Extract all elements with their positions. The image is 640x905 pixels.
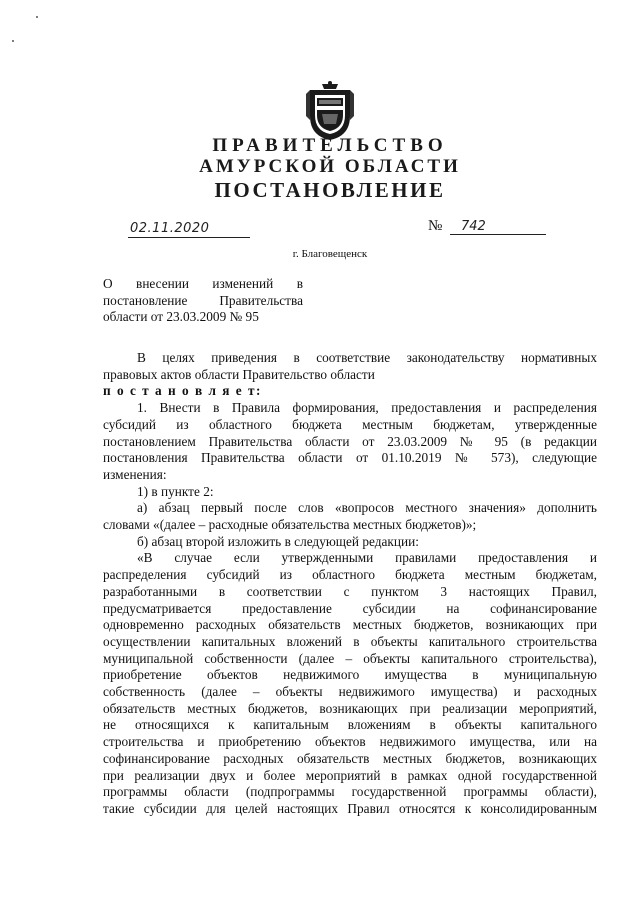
body-line: разработанными в соответствии с пунктом 3 настоящих Правил, <box>103 583 597 599</box>
body-line: программы области (подпрограммы государственной программы области), <box>103 784 597 800</box>
document-number: 742 <box>461 219 486 234</box>
body-line: софинансирование расходных обязательств местных бюджетов, возникающих <box>103 750 597 766</box>
region-title: АМУРСКОЙ ОБЛАСТИ <box>199 156 461 177</box>
body-line: 1. Внести в Правила формирования, предоставления и распределения <box>137 400 597 416</box>
body-line: собственность (далее – объекты недвижимого имущества) и расходных <box>103 684 597 700</box>
document-date: 02.11.2020 <box>130 221 210 236</box>
body-line: при реализации двух и более мероприятий в рамках одной государственной <box>103 767 597 783</box>
body-line: субсидий из областного бюджета местным бюджетам, утвержденные <box>103 416 597 432</box>
body-line: муниципальной собственности (далее – объекты капитального строительства), <box>103 650 597 666</box>
body-line: В целях приведения в соответствие законодательству нормативных <box>137 350 597 365</box>
body-line: такие субсидии для целей настоящих Правил относятся к консолидированным <box>103 800 597 816</box>
subject-line: О внесении изменений в <box>103 276 303 291</box>
date-underline <box>128 237 250 238</box>
body-line: предусматривается предоставление субсидии на софинансирование <box>103 600 597 616</box>
body-line: 1) в пункте 2: <box>137 483 214 499</box>
body-line: строительства и приобретению объектов недвижимого имущества, или на <box>103 734 597 750</box>
subject-line: области от 23.03.2009 № 95 <box>103 309 259 324</box>
body-line: словами «(далее – расходные обязательства местных бюджетов)»; <box>103 517 477 533</box>
body-line: распределения субсидий из областного бюджета местным бюджетам, <box>103 567 597 583</box>
body-line: б) абзац второй изложить в следующей редакции: <box>137 533 419 549</box>
resolves-keyword: п о с т а н о в л я е т: <box>103 383 262 399</box>
document-body <box>103 350 597 818</box>
body-line: обязательств местных бюджетов, возникающих при реализации мероприятий, <box>103 700 597 716</box>
number-underline <box>450 234 546 235</box>
scan-speck <box>12 40 14 42</box>
body-line: одновременно расходных обязательств местных бюджетов, возникающих при <box>103 617 597 633</box>
body-line: «В случае если утвержденными правилами предоставления и <box>137 550 597 566</box>
body-line: не относящихся к капитальным вложениям в объекты капитального <box>103 717 597 733</box>
city-label: г. Благовещенск <box>292 248 368 260</box>
body-line: правовых актов области Правительство области <box>103 366 375 382</box>
subject-line: постановление Правительства <box>103 292 303 308</box>
body-line: изменения: <box>103 466 167 482</box>
government-title: ПРАВИТЕЛЬСТВО <box>212 135 448 156</box>
body-line: осуществлении капитальных вложений в объекты капитального строительства <box>103 633 597 649</box>
scan-speck <box>36 16 38 18</box>
body-line: а) абзац первый после слов «вопросов местного значения» дополнить <box>137 500 597 516</box>
number-sign: № <box>428 218 443 234</box>
coat-of-arms-icon <box>300 80 360 142</box>
body-line: постановления Правительства области от 01.10.2019 № 573), следующие <box>103 450 597 466</box>
body-line: приобретение объектов недвижимого имущества в муниципальную <box>103 667 597 683</box>
document-subject <box>103 276 303 326</box>
body-line: постановлением Правительства области от 23.03.2009 № 95 (в редакции <box>103 433 597 449</box>
document-type: ПОСТАНОВЛЕНИЕ <box>214 178 446 202</box>
